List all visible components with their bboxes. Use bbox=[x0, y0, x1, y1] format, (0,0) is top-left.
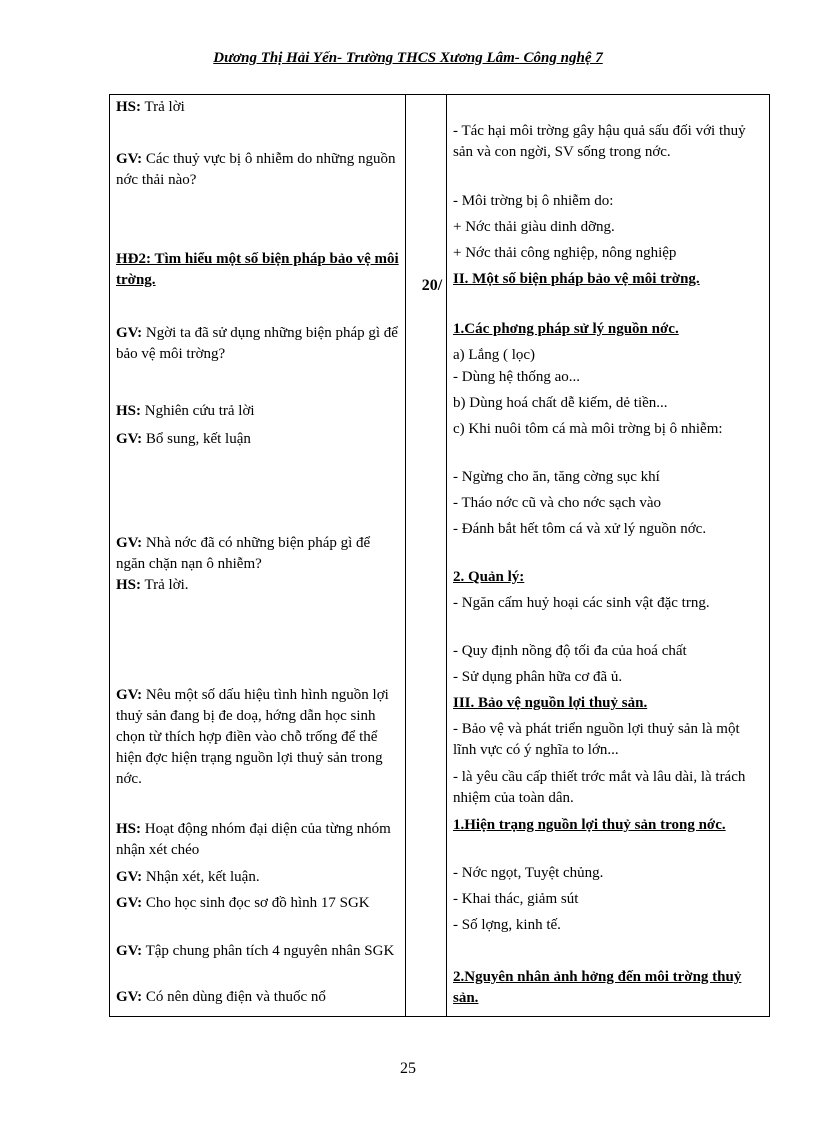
content-item: - Tháo nớc cũ và cho nớc sạch vào bbox=[453, 495, 662, 511]
section-heading: II. Một số biện pháp bảo vệ môi trờng. bbox=[453, 271, 700, 287]
content-item: - Tác hại môi trờng gây hậu quả sấu đối với thuỷ sản và con ngời, SV sống trong nớc. bbox=[453, 123, 746, 160]
activity-item: GV: Nhận xét, kết luận. bbox=[116, 869, 260, 885]
page-number: 25 bbox=[400, 1060, 416, 1077]
content-item: - Số lợng, kinh tế. bbox=[453, 917, 561, 933]
content-item: - Nớc ngọt, Tuyệt chủng. bbox=[453, 865, 604, 881]
activity-item: GV: Nhà nớc đã có những biện pháp gì để ngăn chặn nạn ô nhiễm? bbox=[116, 535, 371, 572]
activity-item: GV: Ngời ta đã sử dụng những biện pháp gì để bảo vệ môi trờng? bbox=[116, 325, 398, 362]
content-item: - Quy định nồng độ tối đa của hoá chất bbox=[453, 643, 687, 659]
activity-item: GV: Các thuỷ vực bị ô nhiễm do những nguồn nớc thải nào? bbox=[116, 151, 396, 188]
content-item: - Sử dụng phân hữa cơ đã ủ. bbox=[453, 669, 623, 685]
content-item: - Bảo vệ và phát triển nguồn lợi thuỷ sản là một lĩnh vực có ý nghĩa to lớn... bbox=[453, 721, 740, 758]
page-header: Dương Thị Hải Yến- Trường THCS Xương Lâm- Công nghệ 7 bbox=[213, 50, 603, 66]
activity-item: HS: Trả lời. bbox=[116, 577, 189, 593]
column-divider-1 bbox=[405, 95, 406, 1016]
content-item: a) Lắng ( lọc) bbox=[453, 347, 536, 363]
content-item: + Nớc thải giàu dinh dỡng. bbox=[453, 219, 615, 235]
content-item: - Ngăn cấm huỷ hoại các sinh vật đặc trng. bbox=[453, 595, 710, 611]
content-item: c) Khi nuôi tôm cá mà môi trờng bị ô nhiễm: bbox=[453, 421, 723, 437]
section-heading: III. Bảo vệ nguồn lợi thuỷ sản. bbox=[453, 695, 648, 711]
section-heading: 2. Quản lý: bbox=[453, 569, 525, 585]
time-allocation: 20/ bbox=[421, 277, 443, 294]
section-heading: 1.Các phơng pháp sử lý nguồn nớc. bbox=[453, 321, 679, 337]
column-divider-2 bbox=[446, 95, 447, 1016]
content-item: - Đánh bắt hết tôm cá và xử lý nguồn nớc. bbox=[453, 521, 707, 537]
content-item: - Khai thác, giảm sút bbox=[453, 891, 579, 907]
activity-item: GV: Có nên dùng điện và thuốc nổ bbox=[116, 989, 326, 1005]
content-item: + Nớc thải công nghiệp, nông nghiệp bbox=[453, 245, 677, 261]
content-item: b) Dùng hoá chất dễ kiếm, dẻ tiền... bbox=[453, 395, 668, 411]
activity-item: GV: Bổ sung, kết luận bbox=[116, 431, 251, 447]
section-heading: 2.Nguyên nhân ảnh hởng đến môi trờng thuỷ sản. bbox=[453, 969, 742, 1006]
activity-item: GV: Tập chung phân tích 4 nguyên nhân SGK bbox=[116, 943, 395, 959]
lesson-table bbox=[109, 94, 770, 1017]
content-item: - Ngừng cho ăn, tăng cờng sục khí bbox=[453, 469, 660, 485]
section-heading: 1.Hiện trạng nguồn lợi thuỷ sản trong nớc. bbox=[453, 817, 726, 833]
content-item: - Dùng hệ thống ao... bbox=[453, 369, 581, 385]
activity-item: HS: Nghiên cứu trả lời bbox=[116, 403, 255, 419]
activity-item: HS: Hoạt động nhóm đại diện của từng nhóm nhận xét chéo bbox=[116, 821, 391, 858]
content-item: - là yêu cầu cấp thiết trớc mắt và lâu dài, là trách nhiệm của toàn dân. bbox=[453, 769, 746, 806]
section-heading: HĐ2: Tìm hiểu một số biện pháp bảo vệ môi trờng. bbox=[116, 251, 399, 288]
activity-item: HS: Trả lời bbox=[116, 99, 185, 115]
content-item: - Môi trờng bị ô nhiễm do: bbox=[453, 193, 614, 209]
activity-item: GV: Cho học sinh đọc sơ đồ hình 17 SGK bbox=[116, 895, 370, 911]
activity-item: GV: Nêu một số dấu hiệu tình hình nguồn lợi thuỷ sản đang bị đe doạ, hớng dẫn học sinh chọn từ thích hợp điền vào chỗ trống để thể hiện đợc hiện trạng nguồn lợi thuỷ sản trong nớc. bbox=[116, 687, 389, 787]
